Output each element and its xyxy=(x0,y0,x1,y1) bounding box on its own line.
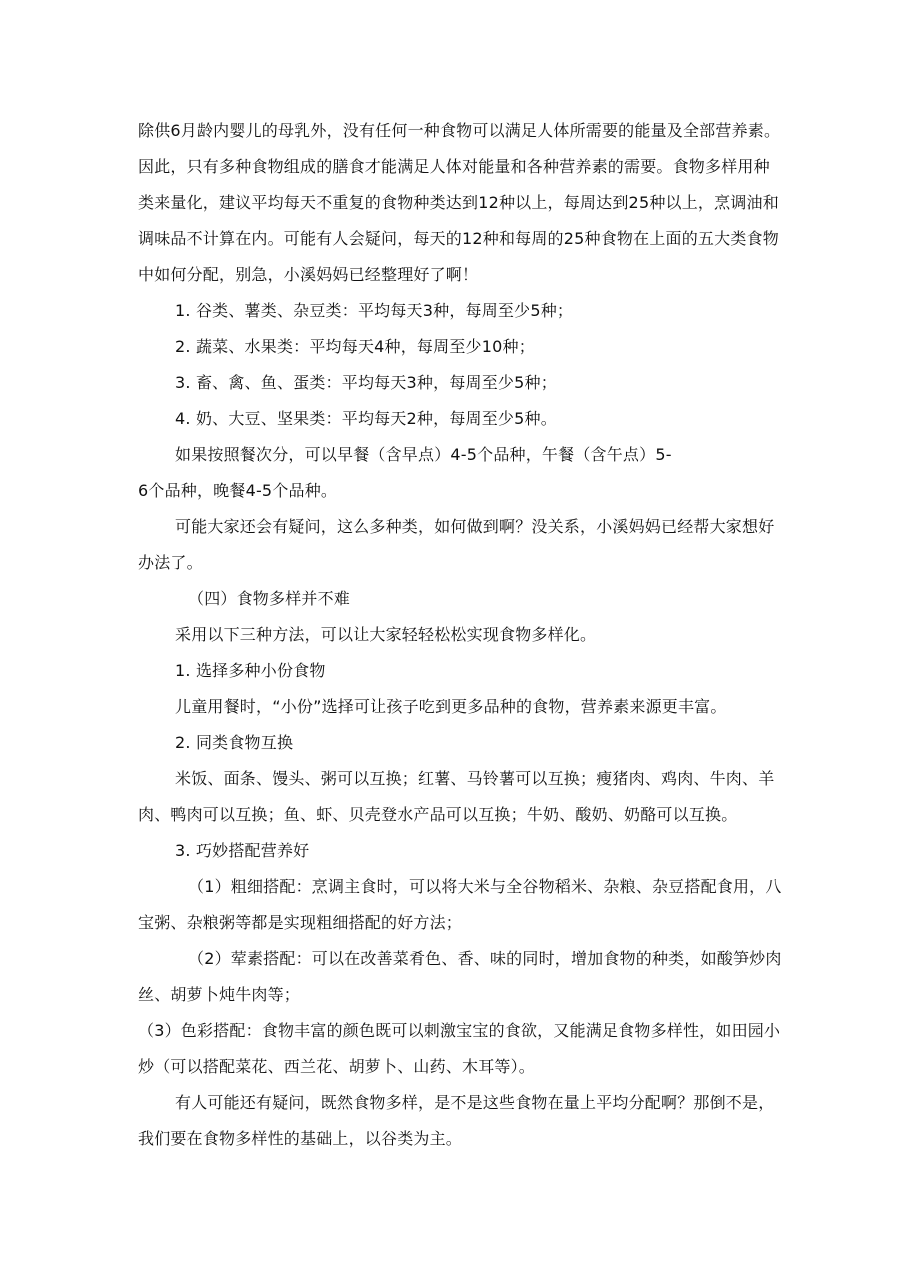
text-line: 米饭、面条、馒头、粥可以互换；红薯、马铃薯可以互换；瘦猪肉、鸡肉、牛肉、羊 xyxy=(175,769,775,788)
text-line: （2）荤素搭配：可以在改善菜肴色、香、味的同时，增加食物的种类，如酸笋炒肉 xyxy=(188,949,782,968)
section-heading: （四）食物多样并不难 xyxy=(188,589,351,608)
subheading: 2. 同类食物互换 xyxy=(175,733,294,752)
text-line: 6个品种，晚餐4-5个品种。 xyxy=(138,481,338,500)
text-line: （3）色彩搭配：食物丰富的颜色既可以刺激宝宝的食欲，又能满足食物多样性，如田园小 xyxy=(138,1021,781,1040)
list-item: 2. 蔬菜、水果类：平均每天4种，每周至少10种； xyxy=(175,337,535,356)
text-line: 宝粥、杂粮粥等都是实现粗细搭配的好方法； xyxy=(138,913,463,932)
subheading: 1. 选择多种小份食物 xyxy=(175,661,326,680)
text-line: 我们要在食物多样性的基础上，以谷类为主。 xyxy=(138,1129,463,1148)
text-line: 类来量化，建议平均每天不重复的食物种类达到12种以上，每周达到25种以上，烹调油和 xyxy=(138,193,779,212)
text-line: 肉、鸭肉可以互换；鱼、虾、贝壳登水产品可以互换；牛奶、酸奶、奶酪可以互换。 xyxy=(138,805,738,824)
text-line: 中如何分配，别急，小溪妈妈已经整理好了啊！ xyxy=(138,265,479,284)
text-line: 有人可能还有疑问，既然食物多样，是不是这些食物在量上平均分配啊？那倒不是， xyxy=(175,1093,775,1112)
text-line: 调味品不计算在内。可能有人会疑问，每天的12种和每周的25种食物在上面的五大类食物 xyxy=(138,229,779,248)
list-item: 3. 畜、禽、鱼、蛋类：平均每天3种，每周至少5种； xyxy=(175,373,557,392)
subheading: 3. 巧妙搭配营养好 xyxy=(175,841,310,860)
text-line: 采用以下三种方法，可以让大家轻轻松松实现食物多样化。 xyxy=(175,625,597,644)
text-line: 因此，只有多种食物组成的膳食才能满足人体对能量和各种营养素的需要。食物多样用种 xyxy=(138,157,770,176)
text-line: 可能大家还会有疑问，这么多种类，如何做到啊？没关系，小溪妈妈已经帮大家想好 xyxy=(175,517,775,536)
text-line: 炒（可以搭配菜花、西兰花、胡萝卜、山药、木耳等）。 xyxy=(138,1057,536,1076)
text-line: 丝、胡萝卜炖牛肉等； xyxy=(138,985,301,1004)
text-line: 如果按照餐次分，可以早餐（含早点）4-5个品种，午餐（含午点）5- xyxy=(175,445,672,464)
text-line: 除供6月龄内婴儿的母乳外，没有任何一种食物可以满足人体所需要的能量及全部营养素。 xyxy=(138,121,781,140)
text-line: 办法了。 xyxy=(138,553,203,572)
list-item: 4. 奶、大豆、坚果类：平均每天2种，每周至少5种。 xyxy=(175,409,557,428)
text-line: 儿童用餐时，“小份”选择可让孩子吃到更多品种的食物，营养素来源更丰富。 xyxy=(175,697,727,716)
text-line: （1）粗细搭配：烹调主食时，可以将大米与全谷物稻米、杂粮、杂豆搭配食用，八 xyxy=(188,877,782,896)
list-item: 1. 谷类、薯类、杂豆类：平均每天3种，每周至少5种； xyxy=(175,301,574,320)
